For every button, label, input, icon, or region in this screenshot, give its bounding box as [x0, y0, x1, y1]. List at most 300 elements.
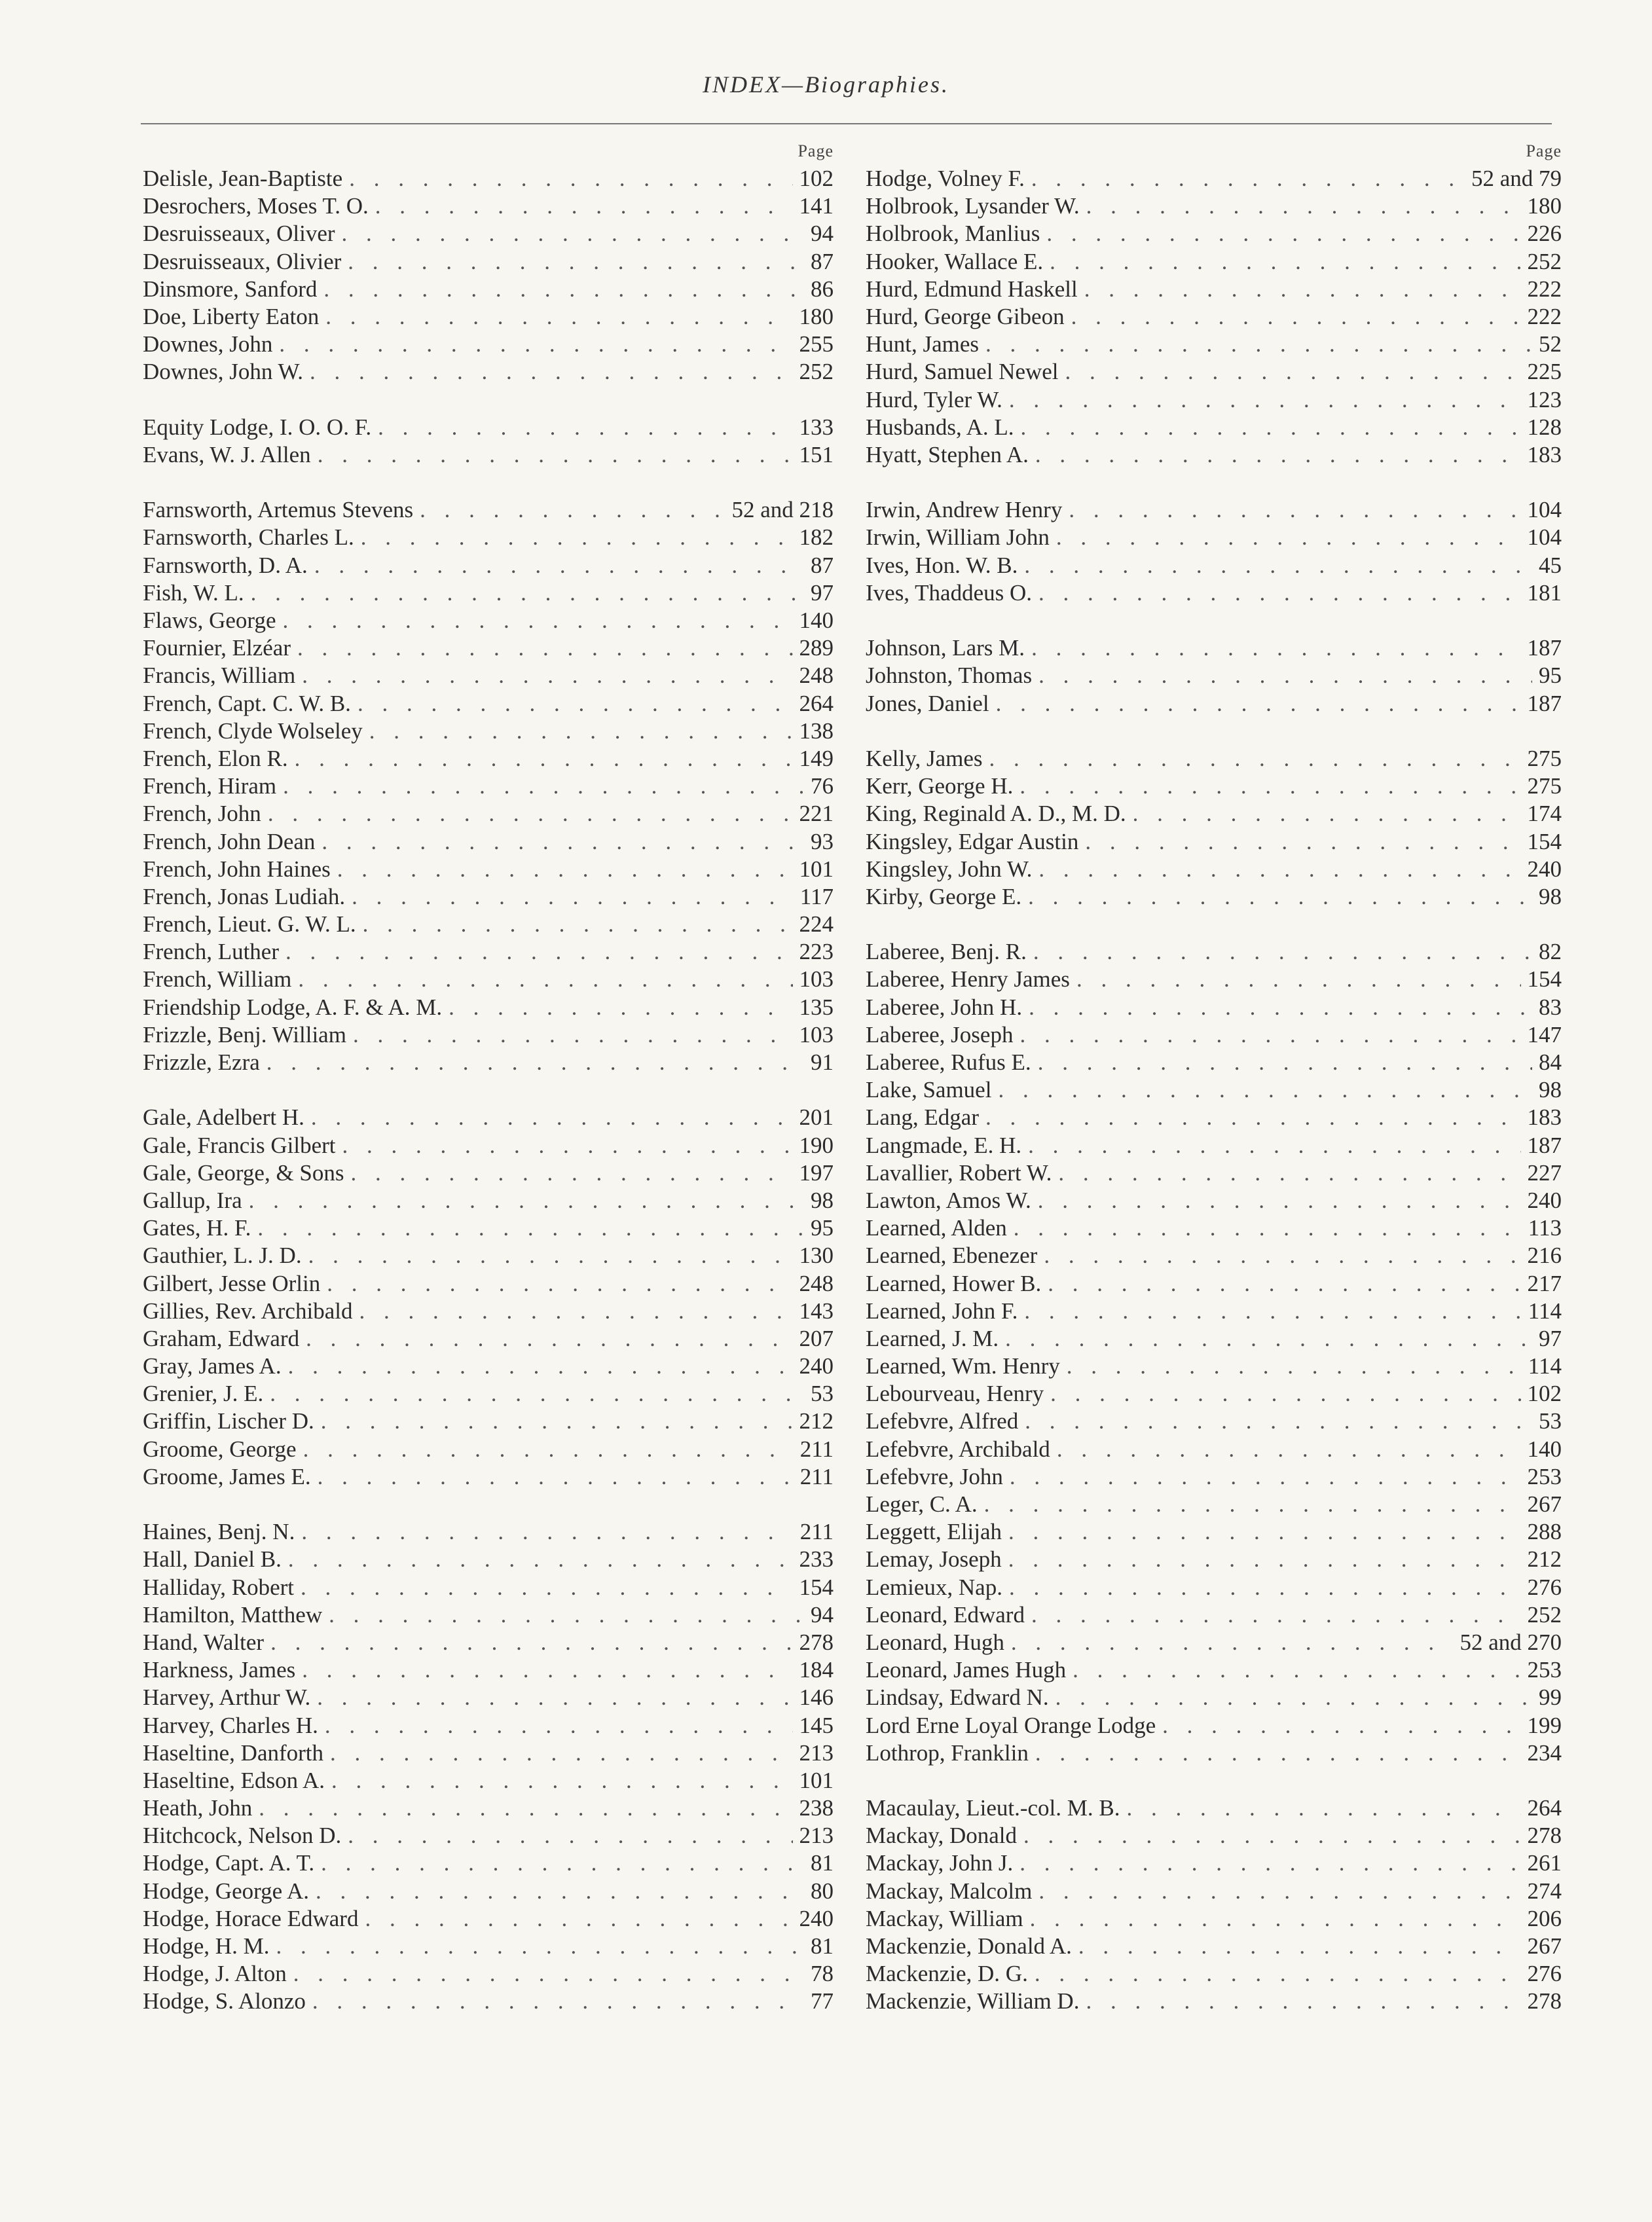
entry-page-number: 267 — [1527, 1491, 1562, 1517]
index-entry — [143, 1574, 834, 1601]
entry-name: Ives, Hon. W. B. — [866, 552, 1018, 578]
entry-name: Lebourveau, Henry — [866, 1381, 1044, 1407]
entry-name: Gale, Francis Gilbert — [143, 1132, 336, 1158]
dot-leader — [288, 1546, 793, 1573]
index-entry — [866, 552, 1562, 579]
entry-page-number: 135 — [799, 994, 834, 1020]
entry-name: Johnston, Thomas — [866, 663, 1033, 689]
dot-leader — [1024, 1298, 1521, 1325]
entry-page-number: 128 — [1527, 414, 1562, 440]
section-gap — [143, 469, 834, 496]
index-entry — [143, 1767, 834, 1794]
index-entry — [866, 1270, 1562, 1298]
index-entry — [866, 1104, 1562, 1131]
dot-leader — [1010, 1463, 1521, 1491]
dot-leader — [1084, 276, 1521, 303]
dot-leader — [337, 856, 793, 883]
entry-page-number: 240 — [1527, 856, 1562, 882]
dot-leader — [329, 1601, 804, 1629]
dot-leader — [270, 1629, 792, 1656]
index-entry — [866, 1822, 1562, 1849]
dot-leader — [283, 607, 793, 634]
entry-page-number: 253 — [1527, 1657, 1562, 1683]
index-entry — [143, 1049, 834, 1076]
dot-leader — [359, 1298, 792, 1325]
entry-name: Hurd, George Gibeon — [866, 303, 1065, 329]
dot-leader — [268, 800, 793, 828]
entry-name: Ives, Thaddeus O. — [866, 579, 1033, 606]
entry-name: Desruisseaux, Oliver — [143, 221, 335, 247]
entry-name: Leggett, Elijah — [866, 1519, 1002, 1545]
index-entry — [143, 552, 834, 579]
dot-leader — [1057, 1436, 1521, 1463]
index-entry — [866, 856, 1562, 883]
dot-leader — [323, 276, 804, 303]
index-entry — [143, 773, 834, 800]
entry-name: French, Capt. C. W. B. — [143, 690, 351, 716]
entry-name: Frizzle, Ezra — [143, 1049, 260, 1075]
index-entry — [866, 828, 1562, 856]
entry-name: Frizzle, Benj. William — [143, 1021, 346, 1047]
dot-leader — [314, 552, 804, 579]
entry-page-number: 98 — [811, 1187, 834, 1213]
dot-leader — [1044, 1242, 1520, 1269]
entry-name: French, Hiram — [143, 773, 277, 799]
index-column-left — [143, 137, 834, 2016]
index-entry — [866, 1380, 1562, 1408]
entry-name: Grenier, J. E. — [143, 1381, 264, 1407]
dot-leader — [1031, 634, 1520, 662]
entry-name: Macaulay, Lieut.-col. M. B. — [866, 1795, 1120, 1821]
index-entry — [866, 1739, 1562, 1767]
index-entry — [866, 524, 1562, 551]
entry-page-number: 288 — [1527, 1519, 1562, 1545]
dot-leader — [285, 938, 793, 966]
entry-page-number: 233 — [799, 1546, 834, 1573]
entry-name: Flaws, George — [143, 608, 276, 633]
entry-name: Lefebvre, John — [866, 1463, 1003, 1489]
entry-page-number: 207 — [799, 1325, 834, 1351]
index-entry — [866, 414, 1562, 441]
entry-name: French, Clyde Wolseley — [143, 718, 363, 744]
entry-name: Hurd, Samuel Newel — [866, 359, 1059, 385]
index-entry — [143, 938, 834, 966]
entry-name: Hooker, Wallace E. — [866, 248, 1044, 274]
entry-page-number: 252 — [799, 359, 834, 385]
index-entry — [866, 1684, 1562, 1711]
entry-page-number: 113 — [1528, 1215, 1562, 1241]
index-entry — [866, 1159, 1562, 1187]
dot-leader — [449, 994, 792, 1021]
entry-name: Husbands, A. L. — [866, 414, 1014, 440]
entry-name: Kelly, James — [866, 745, 983, 771]
index-entry — [143, 1601, 834, 1629]
page-column-label: Page — [798, 141, 834, 160]
index-entry — [866, 1214, 1562, 1242]
index-entry — [866, 1353, 1562, 1380]
entry-page-number: 114 — [1528, 1298, 1562, 1324]
entry-page-number: 289 — [799, 635, 834, 661]
dot-leader — [1009, 386, 1521, 414]
section-gap — [866, 1767, 1562, 1794]
dot-leader — [378, 414, 792, 441]
entry-name: Lindsay, Edward N. — [866, 1685, 1049, 1711]
entry-name: Desrochers, Moses T. O. — [143, 193, 369, 219]
dot-leader — [1085, 828, 1520, 856]
entry-page-number: 183 — [1527, 441, 1562, 467]
entry-page-number: 83 — [1539, 994, 1562, 1020]
entry-page-number: 212 — [799, 1408, 834, 1434]
entry-name: Griffin, Lischer D. — [143, 1408, 314, 1434]
dot-leader — [1031, 165, 1465, 192]
dot-leader — [1035, 441, 1521, 469]
dot-leader — [266, 1049, 804, 1076]
index-entry — [143, 1518, 834, 1546]
entry-name: Gillies, Rev. Archibald — [143, 1298, 353, 1324]
page-title: INDEX—Biographies. — [703, 71, 949, 98]
entry-name: Hodge, Capt. A. T. — [143, 1850, 315, 1876]
index-entry — [143, 1187, 834, 1214]
entry-name: Hodge, J. Alton — [143, 1961, 287, 1987]
index-entry — [866, 966, 1562, 993]
entry-name: Gale, George, & Sons — [143, 1159, 344, 1186]
dot-leader — [1008, 1518, 1521, 1546]
entry-name: Evans, W. J. Allen — [143, 441, 311, 467]
entry-page-number: 187 — [1527, 690, 1562, 716]
entry-name: Harkness, James — [143, 1657, 296, 1683]
section-gap — [143, 1491, 834, 1518]
dot-leader — [306, 1325, 792, 1353]
entry-name: Downes, John W. — [143, 359, 304, 385]
entry-name: Gauthier, L. J. D. — [143, 1243, 302, 1269]
dot-leader — [327, 1270, 792, 1298]
entry-name: Learned, Wm. Henry — [866, 1353, 1060, 1379]
dot-leader — [348, 1822, 792, 1849]
entry-page-number: 276 — [1527, 1574, 1562, 1600]
index-entry — [143, 1988, 834, 2015]
entry-page-number: 199 — [1527, 1712, 1562, 1738]
dot-leader — [1162, 1712, 1520, 1739]
entry-page-number: 93 — [811, 828, 834, 854]
dot-leader — [317, 1684, 792, 1711]
entry-name: Kingsley, Edgar Austin — [866, 828, 1079, 854]
index-entry — [866, 165, 1562, 192]
dot-leader — [361, 524, 793, 551]
entry-name: Lavallier, Robert W. — [866, 1159, 1052, 1186]
entry-page-number: 81 — [811, 1850, 834, 1876]
index-entry — [866, 690, 1562, 718]
index-entry — [143, 1822, 834, 1849]
entry-name: Jones, Daniel — [866, 690, 989, 716]
entry-name: Doe, Liberty Eaton — [143, 303, 320, 329]
index-entry — [866, 1629, 1562, 1656]
dot-leader — [1025, 1408, 1532, 1435]
index-entry — [866, 358, 1562, 386]
entry-page-number: 87 — [811, 552, 834, 578]
entry-name: Fournier, Elzéar — [143, 635, 291, 661]
dot-leader — [1038, 662, 1532, 689]
entry-name: Laberee, Henry James — [866, 966, 1070, 993]
entry-name: French, William — [143, 966, 292, 993]
entry-name: Hurd, Edmund Haskell — [866, 276, 1078, 302]
entry-page-number: 140 — [799, 608, 834, 633]
dot-leader — [279, 331, 792, 358]
entry-page-number: 84 — [1539, 1049, 1562, 1075]
index-entry — [866, 662, 1562, 689]
dot-leader — [352, 883, 794, 911]
entry-name: Halliday, Robert — [143, 1574, 295, 1600]
index-entry — [866, 331, 1562, 358]
dot-leader — [1011, 1629, 1454, 1656]
index-entry — [866, 1712, 1562, 1739]
dot-leader — [1078, 1933, 1521, 1960]
dot-leader — [249, 1187, 804, 1214]
entry-page-number: 95 — [811, 1215, 834, 1241]
dot-leader — [301, 1574, 792, 1601]
entry-page-number: 53 — [811, 1381, 834, 1407]
dot-leader — [251, 579, 804, 607]
index-entry — [143, 800, 834, 828]
entry-name: Leger, C. A. — [866, 1491, 978, 1517]
index-entry — [866, 1878, 1562, 1905]
entry-name: Laberee, John H. — [866, 994, 1023, 1020]
entry-name: Mackay, Donald — [866, 1823, 1017, 1849]
entry-page-number: 52 — [1539, 331, 1562, 357]
entry-page-number: 53 — [1539, 1408, 1562, 1434]
entry-name: Groome, George — [143, 1436, 297, 1462]
entry-page-number: 154 — [1527, 966, 1562, 993]
index-entry — [143, 1684, 834, 1711]
entry-name: Lake, Samuel — [866, 1077, 992, 1103]
dot-leader — [1019, 1021, 1520, 1049]
index-entry — [143, 524, 834, 551]
entry-name: Laberee, Rufus E. — [866, 1049, 1031, 1075]
entry-page-number: 130 — [799, 1243, 834, 1269]
entry-page-number: 101 — [799, 856, 834, 882]
index-entry — [866, 1076, 1562, 1104]
entry-name: Lefebvre, Alfred — [866, 1408, 1019, 1434]
entry-name: Hitchcock, Nelson D. — [143, 1823, 342, 1849]
index-entry — [866, 1518, 1562, 1546]
dot-leader — [321, 1849, 804, 1877]
dot-leader — [989, 745, 1521, 773]
entry-page-number: 267 — [1527, 1933, 1562, 1959]
entry-page-number: 141 — [799, 193, 834, 219]
dot-leader — [1008, 1546, 1521, 1573]
entry-name: Farnsworth, Charles L. — [143, 524, 354, 551]
entry-name: Lawton, Amos W. — [866, 1187, 1031, 1213]
index-entry — [143, 1325, 834, 1353]
entry-name: Gray, James A. — [143, 1353, 282, 1379]
dot-leader — [1021, 414, 1521, 441]
entry-page-number: 103 — [799, 1021, 834, 1047]
index-entry — [143, 1794, 834, 1822]
entry-name: Gale, Adelbert H. — [143, 1104, 304, 1131]
header-rule — [141, 123, 1552, 124]
entry-page-number: 217 — [1527, 1270, 1562, 1296]
entry-name: Hunt, James — [866, 331, 980, 357]
dot-leader — [1035, 1960, 1521, 1988]
index-entry — [866, 1242, 1562, 1269]
entry-name: Hodge, George A. — [143, 1878, 310, 1904]
index-entry — [143, 192, 834, 220]
index-entry — [866, 1905, 1562, 1933]
dot-leader — [318, 1463, 794, 1491]
entry-name: King, Reginald A. D., M. D. — [866, 801, 1126, 827]
entry-name: Francis, William — [143, 663, 296, 689]
index-entry — [143, 1656, 834, 1684]
entry-page-number: 222 — [1527, 303, 1562, 329]
entry-page-number: 253 — [1527, 1463, 1562, 1489]
entry-name: Learned, Hower B. — [866, 1270, 1042, 1296]
dot-leader — [325, 1712, 793, 1739]
index-entry — [866, 773, 1562, 800]
entry-page-number: 255 — [799, 331, 834, 357]
entry-name: Langmade, E. H. — [866, 1132, 1022, 1158]
dot-leader — [1126, 1794, 1520, 1822]
dot-leader — [365, 1905, 792, 1933]
index-list — [143, 165, 834, 2016]
dot-leader — [288, 1353, 793, 1380]
entry-page-number: 102 — [1527, 1381, 1562, 1407]
index-entry — [866, 883, 1562, 911]
dot-leader — [1030, 1905, 1521, 1933]
entry-name: Kirby, George E. — [866, 883, 1022, 909]
dot-leader — [318, 441, 793, 469]
entry-name: Lothrop, Franklin — [866, 1739, 1029, 1766]
dot-leader — [1038, 1878, 1520, 1905]
index-entry — [866, 1794, 1562, 1822]
entry-page-number: 151 — [799, 441, 834, 467]
index-entry — [143, 994, 834, 1021]
entry-name: Lefebvre, Archibald — [866, 1436, 1050, 1462]
entry-page-number: 261 — [1527, 1850, 1562, 1876]
index-entry — [143, 220, 834, 247]
entry-page-number: 224 — [799, 911, 834, 938]
entry-page-number: 278 — [1527, 1988, 1562, 2014]
section-gap — [866, 911, 1562, 938]
index-entry — [866, 386, 1562, 414]
dot-leader — [1029, 994, 1532, 1021]
index-entry — [143, 414, 834, 441]
dot-leader — [321, 828, 804, 856]
entry-page-number: 264 — [1527, 1795, 1562, 1821]
entry-name: Johnson, Lars M. — [866, 635, 1025, 661]
entry-name: Fish, W. L. — [143, 579, 244, 606]
index-column-right — [866, 137, 1562, 2016]
dot-leader — [325, 303, 792, 331]
entry-name: Gilbert, Jesse Orlin — [143, 1270, 321, 1296]
entry-name: Haseltine, Danforth — [143, 1739, 324, 1766]
entry-page-number: 240 — [1527, 1187, 1562, 1213]
entry-name: Hodge, Volney F. — [866, 166, 1025, 191]
dot-leader — [1028, 883, 1532, 911]
index-entry — [866, 634, 1562, 662]
index-entry — [143, 745, 834, 773]
entry-name: Harvey, Arthur W. — [143, 1685, 311, 1711]
index-entry — [866, 1463, 1562, 1491]
entry-page-number: 213 — [799, 1823, 834, 1849]
entry-page-number: 52 and 79 — [1471, 166, 1562, 191]
entry-name: Mackay, William — [866, 1905, 1023, 1931]
dot-leader — [1086, 1988, 1520, 2015]
dot-leader — [1005, 1325, 1532, 1353]
index-entry — [143, 248, 834, 276]
dot-leader — [270, 1380, 804, 1408]
index-entry — [143, 911, 834, 938]
dot-leader — [358, 690, 793, 718]
dot-leader — [1046, 220, 1520, 247]
entry-page-number: 187 — [1527, 1132, 1562, 1158]
entry-name: Holbrook, Lysander W. — [866, 193, 1080, 219]
index-entry — [866, 938, 1562, 966]
entry-page-number: 238 — [799, 1795, 834, 1821]
entry-page-number: 174 — [1527, 801, 1562, 827]
dot-leader — [1038, 1187, 1521, 1214]
index-entry — [143, 165, 834, 192]
dot-leader — [1071, 303, 1521, 331]
entry-page-number: 240 — [799, 1905, 834, 1931]
index-entry — [143, 1021, 834, 1049]
dot-leader — [363, 911, 793, 938]
entry-page-number: 117 — [799, 883, 834, 909]
entry-page-number: 187 — [1527, 635, 1562, 661]
dot-leader — [316, 1878, 804, 1905]
dot-leader — [342, 1132, 793, 1159]
entry-name: Hyatt, Stephen A. — [866, 441, 1029, 467]
entry-page-number: 252 — [1527, 1601, 1562, 1628]
entry-name: Lord Erne Loyal Orange Lodge — [866, 1712, 1156, 1738]
index-entry — [866, 1049, 1562, 1076]
entry-name: French, Luther — [143, 939, 279, 965]
entry-name: Equity Lodge, I. O. O. F. — [143, 414, 372, 440]
dot-leader — [1019, 773, 1520, 800]
dot-leader — [1031, 1601, 1521, 1629]
index-entry — [866, 1298, 1562, 1325]
entry-name: Groome, James E. — [143, 1463, 311, 1489]
entry-name: French, John — [143, 801, 261, 827]
entry-page-number: 197 — [799, 1159, 834, 1186]
entry-name: Irwin, Andrew Henry — [866, 497, 1063, 523]
index-entry — [143, 634, 834, 662]
entry-page-number: 45 — [1539, 552, 1562, 578]
dot-leader — [1050, 1380, 1520, 1408]
entry-name: Hodge, H. M. — [143, 1933, 270, 1959]
index-entry — [143, 1878, 834, 1905]
index-entry — [143, 1353, 834, 1380]
dot-leader — [1024, 552, 1532, 579]
dot-leader — [310, 358, 792, 386]
entry-page-number: 264 — [799, 690, 834, 716]
entry-name: Learned, J. M. — [866, 1325, 999, 1351]
entry-page-number: 240 — [799, 1353, 834, 1379]
entry-name: Irwin, William John — [866, 524, 1050, 551]
index-entry — [143, 303, 834, 331]
entry-name: Learned, Ebenezer — [866, 1243, 1038, 1269]
entry-name: French, John Dean — [143, 828, 316, 854]
index-entry — [143, 856, 834, 883]
dot-leader — [1069, 496, 1520, 524]
entry-page-number: 114 — [1528, 1353, 1562, 1379]
index-entry — [866, 1988, 1562, 2015]
entry-page-number: 227 — [1527, 1159, 1562, 1186]
entry-page-number: 248 — [799, 663, 834, 689]
dot-leader — [293, 1960, 804, 1988]
dot-leader — [369, 718, 793, 745]
section-gap — [143, 1076, 834, 1104]
entry-page-number: 183 — [1527, 1104, 1562, 1131]
dot-leader — [1065, 358, 1521, 386]
